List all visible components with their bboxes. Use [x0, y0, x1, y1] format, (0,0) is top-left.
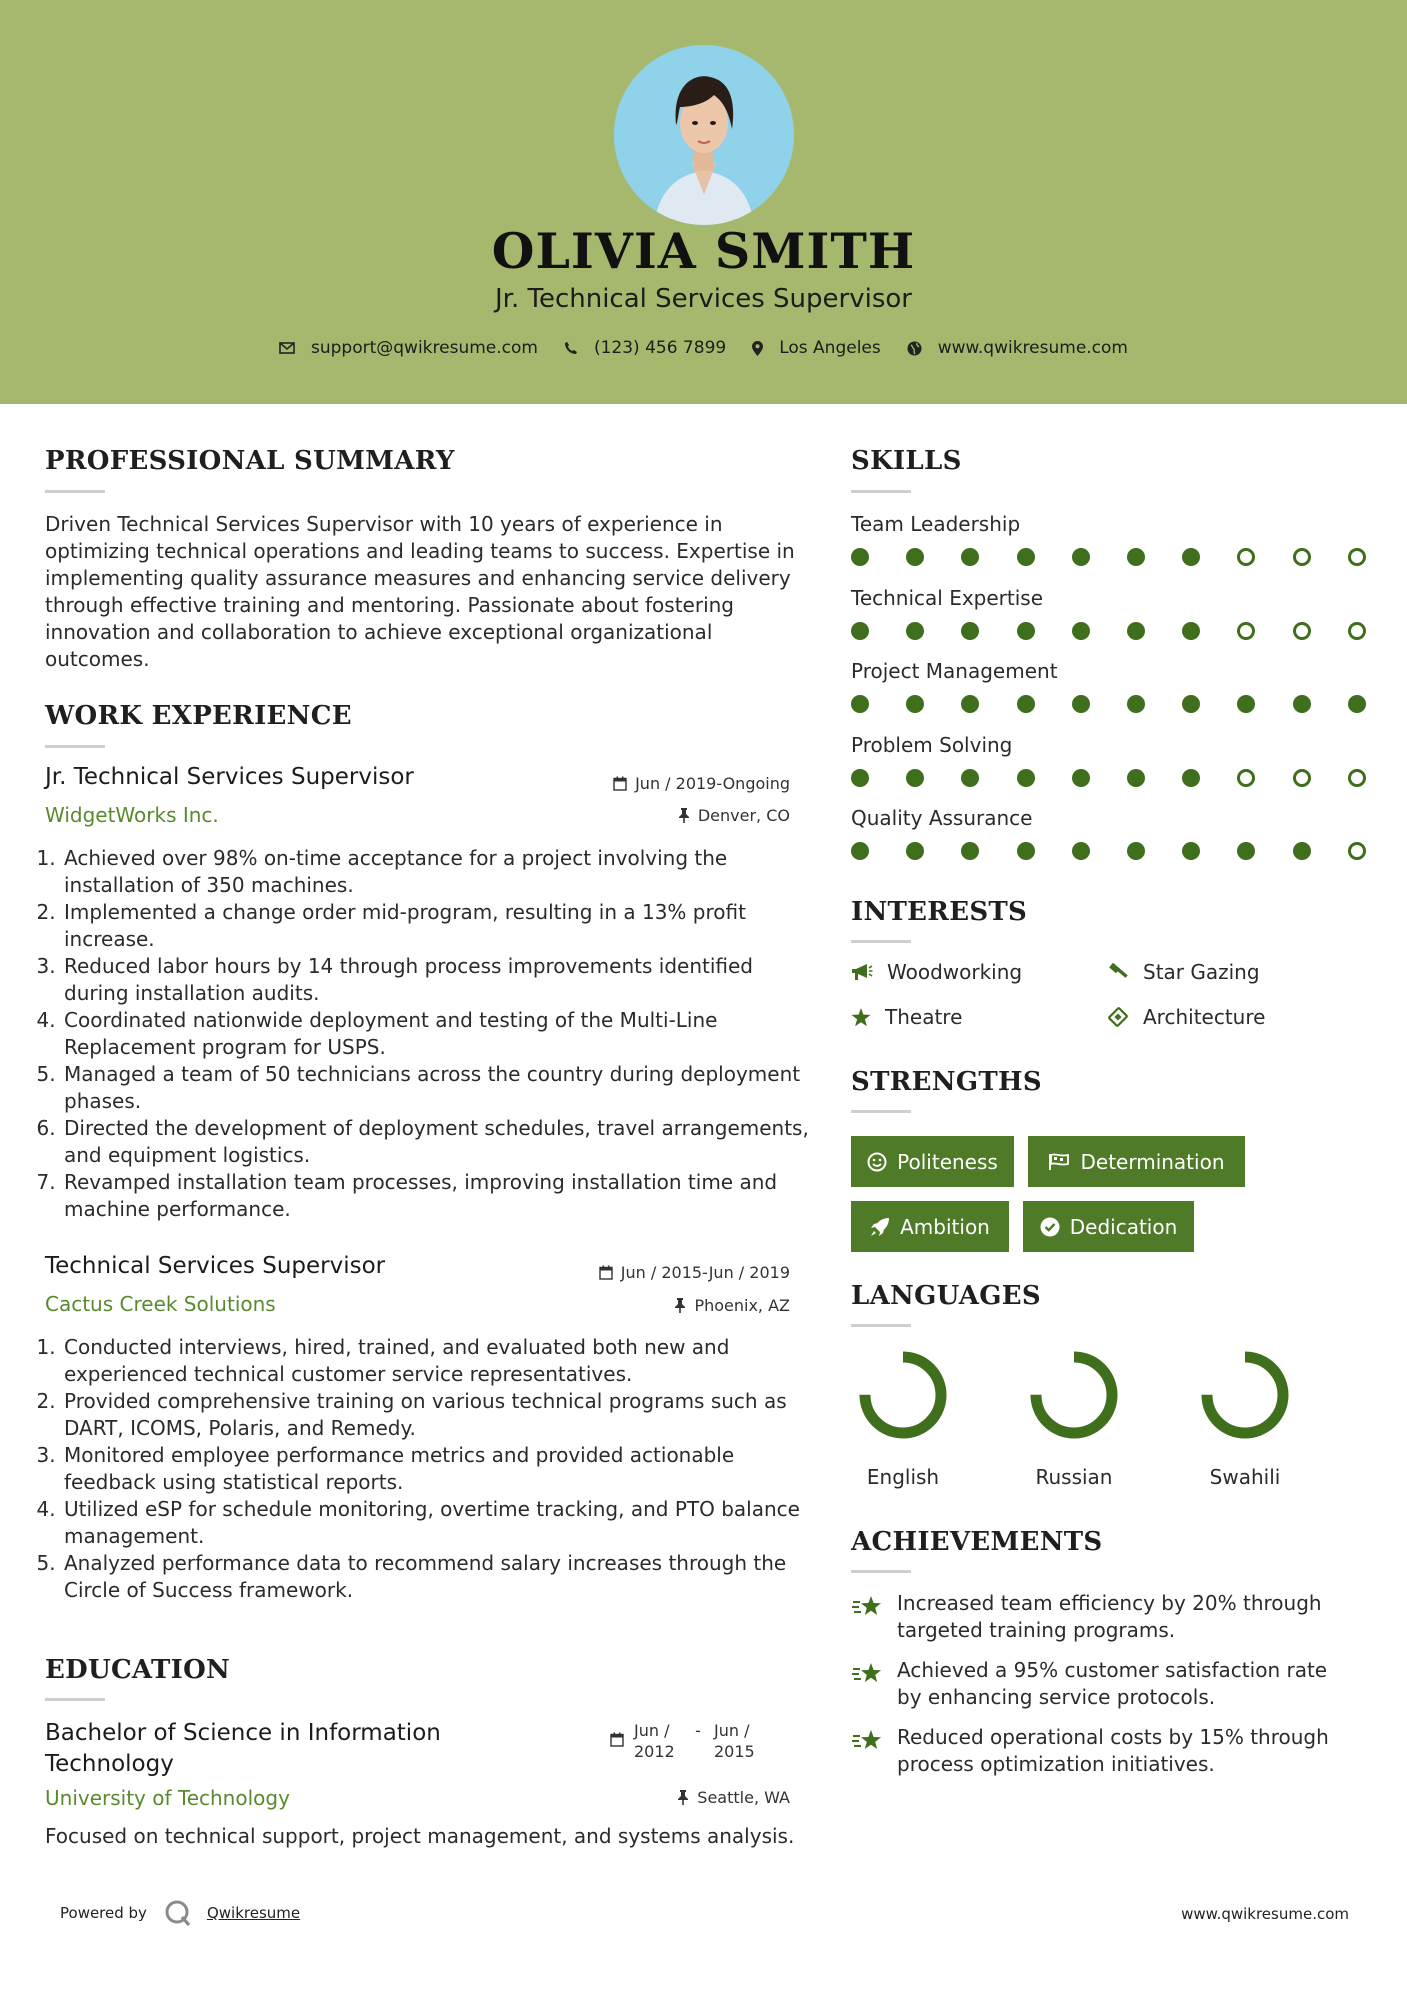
skill-rating-dot [1017, 548, 1035, 566]
strength-label: Determination [1080, 1149, 1225, 1174]
calendar-icon [613, 776, 627, 791]
interests-divider [851, 940, 911, 943]
skill-rating-dot [1017, 842, 1035, 860]
job-location [674, 1296, 790, 1315]
globe-icon [907, 341, 922, 356]
skill-rating-dot [1017, 769, 1035, 787]
strength-label: Politeness [897, 1149, 998, 1174]
job-achievement-item: 3. Monitored employee performance metrics and provided actionable feedback using statistical reports. [62, 1442, 814, 1496]
skill-rating-dot [851, 842, 869, 860]
skill-rating-dot [1237, 769, 1255, 787]
contact-location [752, 338, 881, 358]
skill-rating-dot [1127, 622, 1145, 640]
skill-label: Project Management [851, 659, 1058, 683]
star-icon [851, 1008, 871, 1027]
phone-icon [564, 341, 578, 355]
language-gauge [1197, 1347, 1293, 1443]
job-location-text: Phoenix, AZ [694, 1296, 790, 1315]
achievement-text: Achieved a 95% customer satisfaction rate by enhancing service protocols. [897, 1658, 1328, 1709]
job-location [678, 806, 790, 825]
ticket-icon [1107, 1007, 1129, 1027]
strength-label: Dedication [1069, 1214, 1178, 1239]
footer-powered [60, 1898, 300, 1928]
skill-rating-dot [1072, 769, 1090, 787]
job-achievement-item: 4. Coordinated nationwide deployment and testing of the Multi-Line Replacement program for USPS. [62, 1007, 814, 1061]
pushpin-icon [677, 1790, 689, 1805]
language-gauge [855, 1347, 951, 1443]
job-dates [613, 774, 790, 793]
experience-divider [45, 745, 105, 748]
skill-rating-dot [1293, 548, 1311, 566]
skill-rating-dot [1072, 842, 1090, 860]
skill-rating-dot [851, 769, 869, 787]
website-text: www.qwikresume.com [937, 338, 1128, 358]
interest-label: Architecture [1143, 1005, 1266, 1029]
strengths-heading: STRENGTHS [851, 1067, 1042, 1097]
language-label: Swahili [1209, 1465, 1281, 1489]
job-achievement-item: 4. Utilized eSP for schedule monitoring, overtime tracking, and PTO balance management. [62, 1496, 814, 1550]
achievement-item [851, 1590, 1351, 1644]
skill-rating-dot [1237, 622, 1255, 640]
job-achievement-item: 5. Analyzed performance data to recommend salary increases through the Circle of Success framework. [62, 1550, 814, 1604]
skills-heading: SKILLS [851, 446, 962, 476]
flag-icon [1048, 1153, 1070, 1171]
skill-rating-dot [961, 769, 979, 787]
interest-label: Woodworking [887, 960, 1023, 984]
skill-rating-dot [1127, 769, 1145, 787]
calendar-icon [610, 1732, 624, 1747]
job-company: WidgetWorks Inc. [45, 803, 219, 827]
strength-tag [1028, 1136, 1245, 1187]
rocket-icon [870, 1217, 890, 1237]
skill-rating-dot [1293, 769, 1311, 787]
interest-label: Theatre [885, 1005, 963, 1029]
contact-website[interactable] [907, 338, 1128, 358]
skill-rating-dot [1182, 622, 1200, 640]
skill-rating-dot [906, 622, 924, 640]
language-label: Russian [1035, 1465, 1113, 1489]
education-end: Jun / 2015 [714, 1721, 755, 1761]
skill-rating-dot [1127, 695, 1145, 713]
location-text: Los Angeles [779, 338, 881, 358]
strength-tag [851, 1201, 1009, 1252]
languages-divider [851, 1324, 911, 1327]
education-heading: EDUCATION [45, 1655, 231, 1685]
envelope-icon [279, 342, 295, 354]
skill-rating-dot [906, 769, 924, 787]
skill-rating-dot [961, 842, 979, 860]
interest-label: Star Gazing [1143, 960, 1260, 984]
skill-label: Problem Solving [851, 732, 1013, 757]
skill-rating-dot [1017, 622, 1035, 640]
skill-rating-dot [1237, 842, 1255, 860]
education-divider [45, 1698, 105, 1701]
skill-rating-dot [1182, 769, 1200, 787]
job-role: Technical Services Supervisor [45, 1253, 386, 1279]
job-achievement-item: 2. Provided comprehensive training on various technical programs such as DART, ICOMS, Polaris, and Remedy. [62, 1388, 814, 1442]
skill-rating-dot [1348, 842, 1366, 860]
job-achievement-item: 7. Revamped installation team processes, improving installation time and machine performance. [62, 1169, 814, 1223]
skill-rating-dot [1293, 622, 1311, 640]
achievement-text: Increased team efficiency by 20% through targeted training programs. [897, 1591, 1322, 1642]
star-badge-icon [851, 1594, 885, 1620]
education-degree: Bachelor of Science in Information Technology [45, 1720, 441, 1777]
education-location-text: Seattle, WA [697, 1788, 790, 1807]
calendar-icon [599, 1265, 613, 1280]
job-achievement-item: 2. Implemented a change order mid-program, resulting in a 13% profit increase. [62, 899, 814, 953]
strength-tag [851, 1136, 1014, 1187]
smile-icon [867, 1152, 887, 1172]
qwikresume-link[interactable]: Qwikresume [206, 1904, 301, 1922]
skill-rating-dot [1072, 622, 1090, 640]
skill-rating-dot [1293, 695, 1311, 713]
header-banner [0, 0, 1407, 404]
candidate-title: Jr. Technical Services Supervisor [495, 284, 912, 314]
language-gauge-arc [1207, 1357, 1283, 1433]
skill-rating-dot [1182, 842, 1200, 860]
skill-rating-dot [1348, 695, 1366, 713]
skill-rating-dot [906, 695, 924, 713]
education-dates [610, 1720, 762, 1762]
strength-label: Ambition [900, 1214, 990, 1239]
summary-text: Driven Technical Services Supervisor with 10 years of experience in optimizing technical operations and leading teams to success. Expertise in implementing quality assurance measures and enhancing service delivery through effective training and mentoring. Passionate about fostering innovation and collaboration to achieve exceptional organizational outcomes. [45, 512, 795, 671]
skill-rating-dot [961, 548, 979, 566]
skill-rating-dot [1182, 548, 1200, 566]
strengths-divider [851, 1110, 911, 1113]
language-gauge [1026, 1347, 1122, 1443]
contact-bar [0, 338, 1407, 358]
interest-item [851, 960, 1022, 984]
candidate-name: OLIVIA SMITH [491, 222, 916, 280]
contact-phone[interactable] [564, 338, 726, 358]
date-separator: - [695, 1721, 701, 1740]
check-circle-icon [1040, 1217, 1060, 1237]
interest-item [851, 1005, 962, 1029]
achievements-heading: ACHIEVEMENTS [851, 1527, 1103, 1557]
skill-rating-dot [851, 622, 869, 640]
skill-rating-dot [1127, 548, 1145, 566]
summary-heading: PROFESSIONAL SUMMARY [45, 446, 455, 476]
education-start: Jun / 2012 [634, 1721, 675, 1761]
map-marker-icon [752, 341, 763, 356]
skill-rating-dot [1348, 769, 1366, 787]
job-achievement-item: 6. Directed the development of deployment schedules, travel arrangements, and equipment logistics. [62, 1115, 814, 1169]
languages-heading: LANGUAGES [851, 1281, 1041, 1311]
skill-label: Team Leadership [851, 512, 1021, 536]
skill-rating-dot [906, 548, 924, 566]
skill-rating-dot [1348, 622, 1366, 640]
job-achievement-item: 1. Conducted interviews, hired, trained, and evaluated both new and experienced technical customer service representatives. [62, 1334, 814, 1388]
footer-site[interactable]: www.qwikresume.com [1181, 1905, 1349, 1923]
skill-rating-dot [961, 695, 979, 713]
language-gauge-arc [865, 1357, 941, 1433]
gavel-icon [1107, 962, 1129, 982]
skill-rating-dot [1127, 842, 1145, 860]
profile-photo [614, 45, 794, 225]
interests-heading: INTERESTS [851, 897, 1028, 927]
skill-rating-dot [1017, 695, 1035, 713]
job-dates-text: Jun / 2019-Ongoing [635, 774, 790, 793]
skill-rating-dot [851, 548, 869, 566]
achievement-item [851, 1657, 1351, 1711]
achievement-item [851, 1724, 1351, 1778]
pushpin-icon [674, 1298, 686, 1313]
skills-divider [851, 490, 911, 493]
star-badge-icon [851, 1661, 885, 1687]
skill-rating-dot [1237, 548, 1255, 566]
skill-rating-dot [851, 695, 869, 713]
skill-rating-dot [1182, 695, 1200, 713]
phone-text: (123) 456 7899 [593, 338, 727, 358]
skill-rating-dot [906, 842, 924, 860]
achievement-text: Reduced operational costs by 15% through process optimization initiatives. [897, 1725, 1329, 1776]
language-gauge-arc [1036, 1357, 1112, 1433]
job-company: Cactus Creek Solutions [45, 1292, 276, 1316]
education-school: University of Technology [45, 1786, 290, 1810]
star-badge-icon [851, 1728, 885, 1754]
email-text: support@qwikresume.com [311, 338, 538, 358]
skill-rating-dot [961, 622, 979, 640]
strength-tag [1023, 1201, 1194, 1252]
job-dates-text: Jun / 2015-Jun / 2019 [620, 1263, 790, 1282]
interest-item [1107, 1005, 1265, 1029]
interest-item [1107, 960, 1260, 984]
job-achievements-list [42, 1334, 814, 1604]
summary-divider [45, 490, 105, 493]
job-achievement-item: 5. Managed a team of 50 technicians across the country during deployment phases. [62, 1061, 814, 1115]
qwikresume-logo-icon [163, 1898, 193, 1928]
skill-rating-dot [1072, 695, 1090, 713]
language-label: English [866, 1465, 940, 1489]
skill-label: Technical Expertise [851, 585, 1044, 610]
achievements-divider [851, 1570, 911, 1573]
job-location-text: Denver, CO [697, 806, 790, 825]
skill-rating-dot [1293, 842, 1311, 860]
job-achievement-item: 1. Achieved over 98% on-time acceptance for a project involving the installation of 350 machines. [62, 845, 814, 899]
skill-label: Quality Assurance [851, 806, 1033, 830]
powered-by-text: Powered by [60, 1904, 147, 1922]
pushpin-icon [678, 808, 690, 823]
job-achievements-list [42, 845, 814, 1223]
skill-rating-dot [1072, 548, 1090, 566]
contact-email[interactable] [279, 338, 538, 358]
experience-heading: WORK EXPERIENCE [45, 701, 352, 731]
job-dates [599, 1263, 790, 1282]
bullhorn-icon [851, 963, 873, 981]
skill-rating-dot [1348, 548, 1366, 566]
job-achievement-item: 3. Reduced labor hours by 14 through process improvements identified during installation audits. [62, 953, 814, 1007]
education-description: Focused on technical support, project management, and systems analysis. [45, 1824, 795, 1848]
skill-rating-dot [1237, 695, 1255, 713]
education-location [677, 1788, 790, 1807]
job-role: Jr. Technical Services Supervisor [45, 764, 414, 790]
